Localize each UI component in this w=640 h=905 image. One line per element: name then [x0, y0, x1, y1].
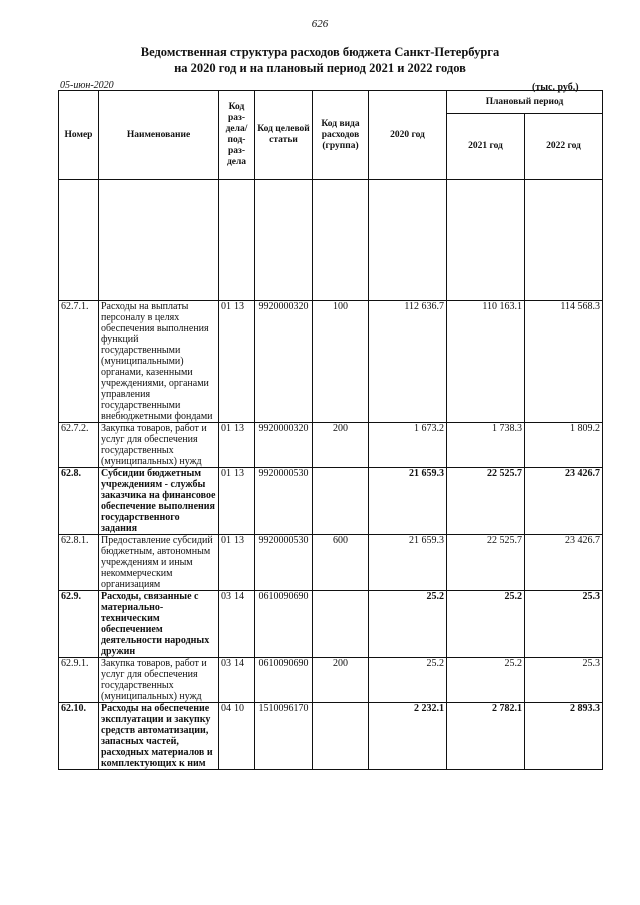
row-target-code: 0610090690 [255, 591, 313, 658]
col-header-name: Наименование [99, 91, 219, 180]
row-expense-type: 100 [313, 301, 369, 423]
table-row [59, 703, 603, 770]
table-row [59, 301, 603, 423]
row-target-code: 9920000530 [255, 535, 313, 591]
row-2022: 23 426.7 [525, 535, 603, 591]
row-name: Расходы на обеспечение эксплуатации и закупку средств автоматизации, запасных частей, расходных материалов и комплектующих к ним [99, 703, 219, 770]
table-row [59, 423, 603, 468]
row-2022: 25.3 [525, 658, 603, 703]
budget-table [58, 90, 603, 770]
col-header-expense-type: Код вида расходов (группа) [313, 91, 369, 180]
document-title [0, 44, 640, 76]
row-2020: 2 232.1 [369, 703, 447, 770]
title-line-2: на 2020 год и на плановый период 2021 и 2022 годов [174, 61, 466, 75]
row-name: Закупка товаров, работ и услуг для обеспечения государственных (муниципальных) нужд [99, 423, 219, 468]
row-section-code: 04 10 [219, 703, 255, 770]
row-expense-type [313, 591, 369, 658]
row-expense-type [313, 468, 369, 535]
table-row [59, 591, 603, 658]
row-2022: 2 893.3 [525, 703, 603, 770]
row-section-code: 03 14 [219, 658, 255, 703]
col-header-planned: Плановый период [447, 91, 603, 114]
row-2021: 2 782.1 [447, 703, 525, 770]
row-expense-type [313, 703, 369, 770]
units-label: (тыс. руб.) [532, 82, 579, 93]
row-2021: 1 738.3 [447, 423, 525, 468]
row-2021: 25.2 [447, 591, 525, 658]
row-target-code: 9920000320 [255, 301, 313, 423]
row-2020: 112 636.7 [369, 301, 447, 423]
table-row [59, 658, 603, 703]
header-row-1 [59, 91, 603, 114]
table-row [59, 468, 603, 535]
col-header-2021: 2021 год [447, 114, 525, 180]
row-2022: 23 426.7 [525, 468, 603, 535]
table-body [59, 180, 603, 770]
row-number: 62.8. [59, 468, 99, 535]
row-target-code: 9920000320 [255, 423, 313, 468]
row-target-code: 9920000530 [255, 468, 313, 535]
row-2021: 25.2 [447, 658, 525, 703]
row-section-code: 01 13 [219, 423, 255, 468]
row-number: 62.8.1. [59, 535, 99, 591]
row-2020: 21 659.3 [369, 468, 447, 535]
row-2020: 1 673.2 [369, 423, 447, 468]
row-section-code: 03 14 [219, 591, 255, 658]
row-2021: 22 525.7 [447, 468, 525, 535]
row-expense-type: 200 [313, 423, 369, 468]
row-number: 62.9. [59, 591, 99, 658]
row-number: 62.7.2. [59, 423, 99, 468]
row-number: 62.7.1. [59, 301, 99, 423]
document-date: 05-июн-2020 [60, 80, 114, 91]
page-number: 626 [311, 18, 329, 30]
row-name: Расходы на выплаты персоналу в целях обеспечения выполнения функций государственными (муниципальными) органами, казенными учреждениями, органами управления государственными внебюджетными фондами [99, 301, 219, 423]
row-expense-type: 200 [313, 658, 369, 703]
row-name: Субсидии бюджетным учреждениям - службы заказчика на финансовое обеспечение выполнения государственного задания [99, 468, 219, 535]
row-section-code: 01 13 [219, 535, 255, 591]
row-2021: 22 525.7 [447, 535, 525, 591]
row-section-code: 01 13 [219, 468, 255, 535]
row-target-code: 0610090690 [255, 658, 313, 703]
row-2020: 25.2 [369, 591, 447, 658]
row-2020: 21 659.3 [369, 535, 447, 591]
row-2021: 110 163.1 [447, 301, 525, 423]
row-number: 62.10. [59, 703, 99, 770]
col-header-section: Код раз-дела/ под-раз-дела [219, 91, 255, 180]
col-header-2020: 2020 год [369, 91, 447, 180]
row-2022: 114 568.3 [525, 301, 603, 423]
col-header-target: Код целевой статьи [255, 91, 313, 180]
table-row [59, 535, 603, 591]
spacer-row [59, 180, 603, 301]
col-header-number: Номер [59, 91, 99, 180]
row-2020: 25.2 [369, 658, 447, 703]
row-2022: 25.3 [525, 591, 603, 658]
row-name: Расходы, связанные с материально-техническим обеспечением деятельности народных дружин [99, 591, 219, 658]
row-target-code: 1510096170 [255, 703, 313, 770]
row-number: 62.9.1. [59, 658, 99, 703]
title-line-1: Ведомственная структура расходов бюджета Санкт-Петербурга [140, 45, 500, 59]
row-section-code: 01 13 [219, 301, 255, 423]
row-name: Закупка товаров, работ и услуг для обеспечения государственных (муниципальных) нужд [99, 658, 219, 703]
col-header-2022: 2022 год [525, 114, 603, 180]
row-expense-type: 600 [313, 535, 369, 591]
row-name: Предоставление субсидий бюджетным, автономным учреждениям и иным некоммерческим организациям [99, 535, 219, 591]
row-2022: 1 809.2 [525, 423, 603, 468]
